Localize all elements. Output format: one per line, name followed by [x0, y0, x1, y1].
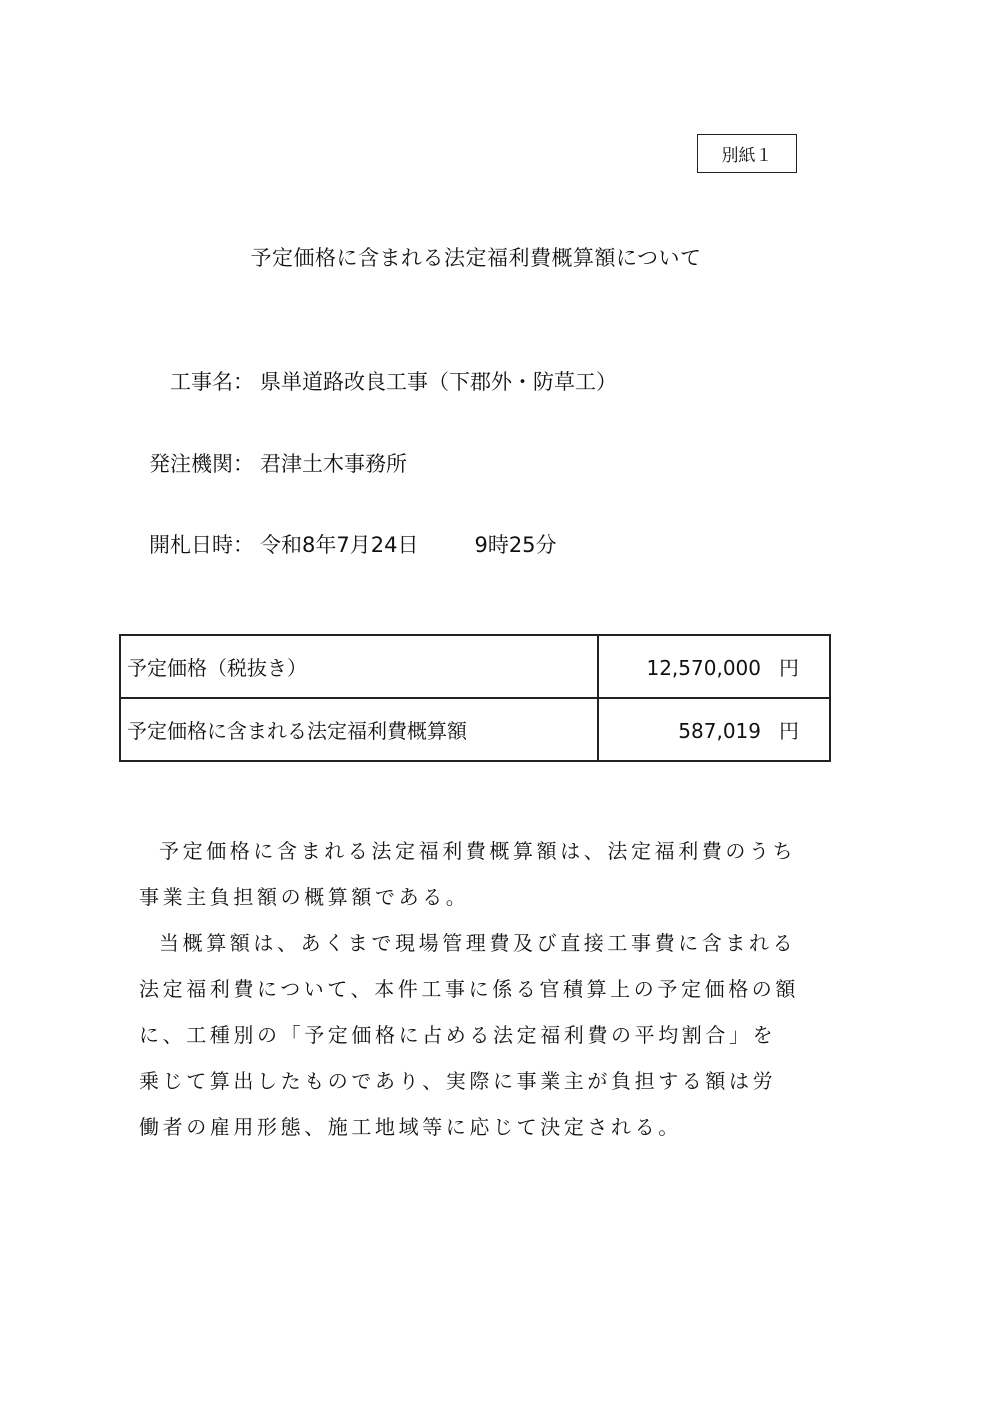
ordering-agency-row	[123, 448, 407, 478]
planned-price-label: 予定価格（税抜き）	[120, 635, 598, 698]
project-name-label: 工事名：	[170, 370, 254, 394]
bid-opening-row	[123, 529, 557, 559]
project-name-value: 県単道路改良工事（下郡外・防草工）	[260, 370, 617, 394]
bid-opening-date: 令和8年7月24日	[260, 533, 419, 557]
ordering-agency-label: 発注機関：	[149, 452, 254, 476]
bid-opening-label: 開札日時：	[149, 533, 254, 557]
planned-price-unit: 円	[779, 656, 799, 680]
attachment-label: 別紙１	[697, 134, 797, 173]
planned-price-amount	[598, 635, 830, 698]
price-table	[119, 634, 831, 762]
project-name-row	[123, 366, 617, 396]
document-title: 予定価格に含まれる法定福利費概算額について	[250, 246, 702, 270]
explanation-paragraph-2: 当概算額は、あくまで現場管理費及び直接工事費に含まれる法定福利費について、本件工事に係る官積算上の予定価格の額に、工種別の「予定価格に占める法定福利費の平均割合」を乗じて算出したものであり、実際に事業主が負担する額は労働者の雇用形態、施工地域等に応じて決定される。	[139, 931, 799, 1139]
welfare-cost-unit: 円	[779, 719, 799, 743]
table-row	[120, 698, 830, 761]
welfare-cost-label: 予定価格に含まれる法定福利費概算額	[120, 698, 598, 761]
explanation-text	[139, 828, 799, 1150]
bid-opening-time: 9時25分	[474, 533, 557, 557]
explanation-paragraph-1: 予定価格に含まれる法定福利費概算額は、法定福利費のうち事業主負担額の概算額である。	[139, 839, 797, 909]
welfare-cost-value: 587,019	[678, 719, 761, 743]
welfare-cost-amount	[598, 698, 830, 761]
table-row	[120, 635, 830, 698]
ordering-agency-value: 君津土木事務所	[260, 452, 407, 476]
planned-price-value: 12,570,000	[646, 656, 761, 680]
